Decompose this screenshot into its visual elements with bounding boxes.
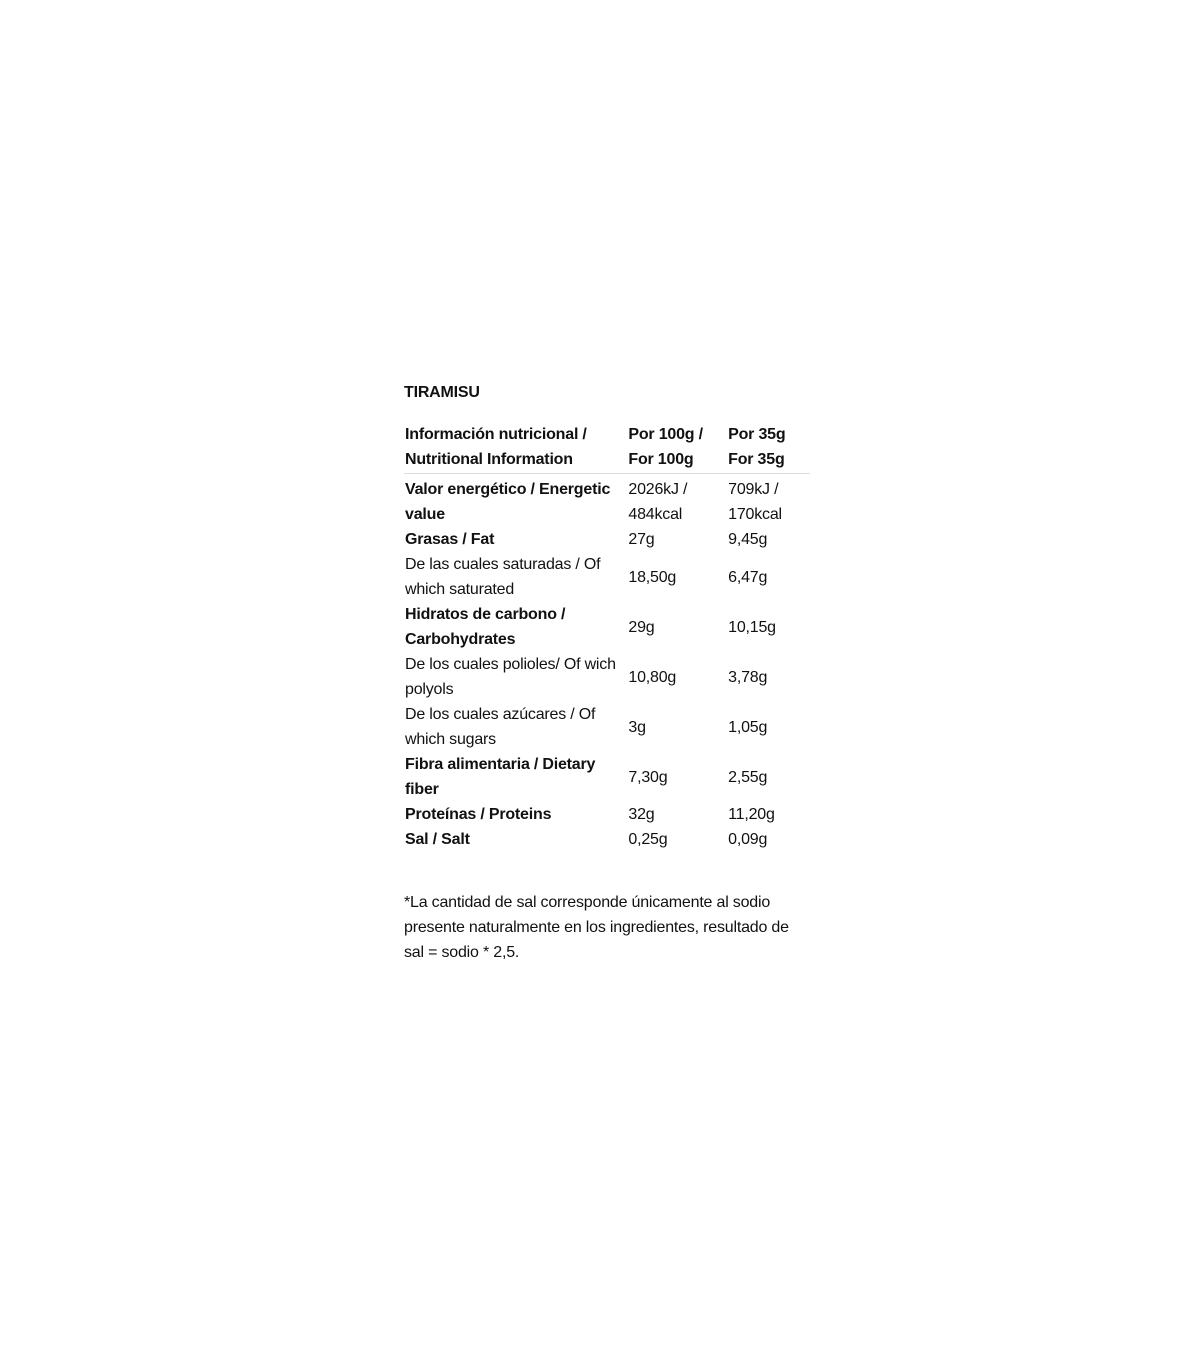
row-per100: 27g xyxy=(628,531,655,548)
row-label: Grasas / Fat xyxy=(405,531,495,548)
row-label: Hidratos de carbono / Carbohydrates xyxy=(405,606,566,648)
row-label: Fibra alimentaria / Dietary fiber xyxy=(405,756,596,798)
salt-footnote: *La cantidad de sal corresponde únicamente al sodio presente naturalmente en los ingredientes, resultado de sal = sodio * 2,5. xyxy=(404,894,789,961)
table-row xyxy=(404,802,810,827)
row-label: De las cuales saturadas / Of which saturated xyxy=(405,556,601,598)
row-label: De los cuales polioles/ Of wich polyols xyxy=(405,656,616,698)
row-per35: 10,15g xyxy=(728,618,776,636)
row-per35: 11,20g xyxy=(728,806,775,823)
row-per100: 32g xyxy=(628,806,655,823)
row-per100: 3g xyxy=(628,718,646,736)
header-per-35g: Por 35g For 35g xyxy=(728,422,810,474)
nutrition-panel xyxy=(404,382,812,965)
row-label: Valor energético / Energetic value xyxy=(405,481,611,523)
row-per100: 29g xyxy=(628,618,655,636)
header-per-100g: Por 100g / For 100g xyxy=(628,422,728,474)
nutrition-table xyxy=(404,422,810,852)
product-title: TIRAMISU xyxy=(404,384,480,401)
row-per100: 7,30g xyxy=(628,768,668,786)
header-nutrition-info: Información nutricional / Nutritional Information xyxy=(404,422,628,474)
table-row xyxy=(404,827,810,852)
row-per35: 2,55g xyxy=(728,768,768,786)
table-header-row xyxy=(404,422,810,474)
table-row xyxy=(404,602,810,652)
row-per100: 18,50g xyxy=(628,568,677,586)
table-row xyxy=(404,752,810,802)
table-row xyxy=(404,702,810,752)
row-per100: 10,80g xyxy=(628,668,677,686)
row-per35: 9,45g xyxy=(728,531,768,548)
table-row xyxy=(404,552,810,602)
row-per35: 6,47g xyxy=(728,568,768,586)
row-per100: 0,25g xyxy=(628,831,668,848)
row-per35: 3,78g xyxy=(728,668,768,686)
table-row xyxy=(404,652,810,702)
row-per35: 709kJ / 170kcal xyxy=(728,481,782,523)
row-per35: 0,09g xyxy=(728,831,768,848)
row-per35: 1,05g xyxy=(728,718,768,736)
table-row xyxy=(404,527,810,552)
row-per100: 2026kJ / 484kcal xyxy=(628,481,688,523)
row-label: De los cuales azúcares / Of which sugars xyxy=(405,706,596,748)
row-label: Proteínas / Proteins xyxy=(405,806,552,823)
row-label: Sal / Salt xyxy=(405,831,470,848)
table-row xyxy=(404,474,810,528)
